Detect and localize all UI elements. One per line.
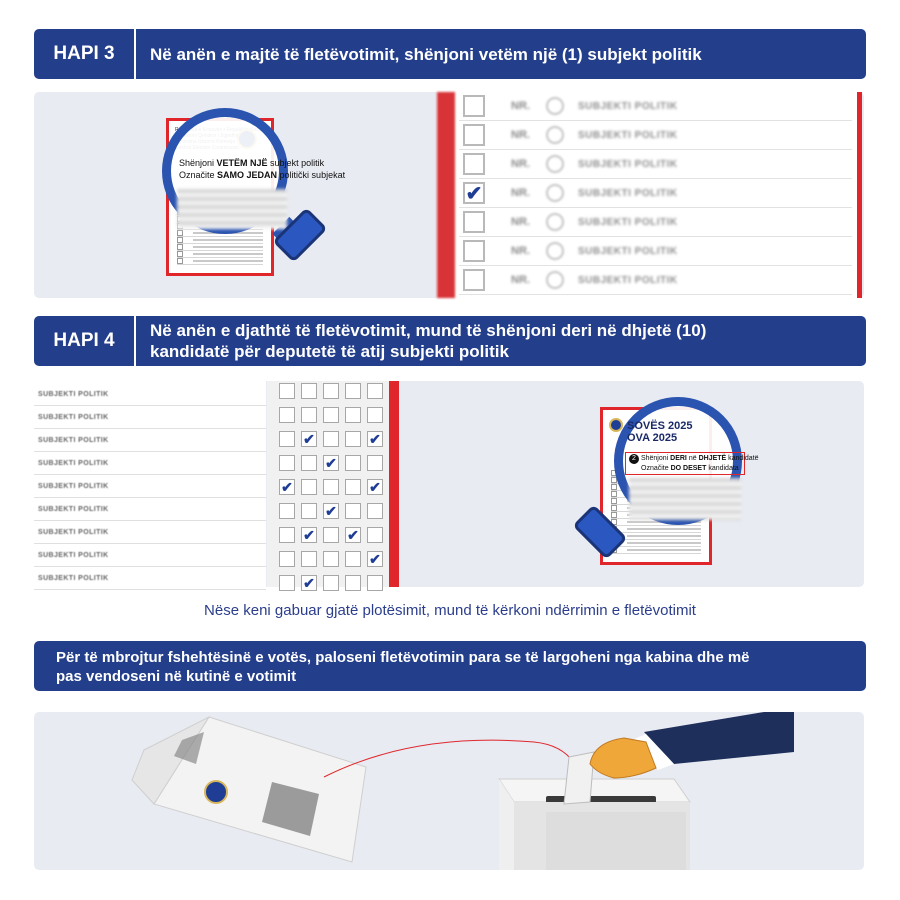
candidate-checkbox[interactable] xyxy=(279,455,295,471)
candidate-checkbox[interactable] xyxy=(323,575,339,591)
candidate-checkbox[interactable] xyxy=(367,575,383,591)
party-number: NR. xyxy=(511,245,530,257)
step4-label: HAPI 4 xyxy=(34,316,136,366)
party-list-row xyxy=(34,475,266,498)
party-number: NR. xyxy=(511,158,530,170)
party-name: SUBJEKTI POLITIK xyxy=(577,129,678,141)
candidate-checkbox[interactable] xyxy=(345,407,361,423)
candidate-checkbox[interactable] xyxy=(279,551,295,567)
candidate-checkbox[interactable] xyxy=(367,527,383,543)
candidate-checkbox[interactable]: ✔ xyxy=(367,551,383,567)
candidate-checkbox[interactable] xyxy=(301,407,317,423)
ballot-party-list xyxy=(34,381,266,587)
candidate-checkbox[interactable] xyxy=(345,551,361,567)
candidate-checkbox[interactable] xyxy=(367,503,383,519)
ballot-party-row xyxy=(459,121,852,150)
fold-instruction-banner: Për të mbrojtur fshehtësinë e votës, paloseni fletëvotimin para se të largoheni nga kabina dhe më pas vendoseni në kutinë e votimit xyxy=(34,641,866,691)
candidate-checkbox[interactable]: ✔ xyxy=(301,431,317,447)
magnifier-title-1: SOVËS 2025 xyxy=(627,420,693,432)
candidate-checkbox[interactable] xyxy=(279,407,295,423)
candidate-checkbox[interactable] xyxy=(367,455,383,471)
party-list-label: SUBJEKTI POLITIK xyxy=(38,574,109,582)
candidate-checkbox[interactable] xyxy=(323,407,339,423)
candidate-checkbox[interactable] xyxy=(323,383,339,399)
hand-icon xyxy=(590,738,656,778)
candidate-checkbox[interactable] xyxy=(301,383,317,399)
party-checkbox[interactable] xyxy=(463,240,485,262)
magnifier-title-2: OVA 2025 xyxy=(627,432,678,444)
party-logo-icon xyxy=(546,126,564,144)
party-name: SUBJEKTI POLITIK xyxy=(577,216,678,228)
candidate-checkbox[interactable] xyxy=(279,503,295,519)
step3-label: HAPI 3 xyxy=(34,29,136,79)
party-list-row xyxy=(34,544,266,567)
candidate-checkbox[interactable] xyxy=(279,383,295,399)
party-list-row xyxy=(34,498,266,521)
candidate-checkbox[interactable] xyxy=(279,431,295,447)
step-number-badge: 2 xyxy=(629,454,639,464)
folded-ballot-illustration xyxy=(34,712,864,870)
candidate-checkbox[interactable]: ✔ xyxy=(323,455,339,471)
ballot-party-row xyxy=(459,150,852,179)
ballot-party-row xyxy=(459,266,852,295)
ballot-party-row xyxy=(459,208,852,237)
magnifier-line-1: 2 Shënjoni DERI në DHJETË kandidatë xyxy=(629,454,741,464)
candidate-checkbox[interactable] xyxy=(367,383,383,399)
party-checkbox[interactable] xyxy=(463,269,485,291)
candidate-checkbox[interactable] xyxy=(323,431,339,447)
fold-illustration-panel xyxy=(34,712,864,870)
candidate-checkbox[interactable] xyxy=(301,503,317,519)
ballot-section-parties xyxy=(437,92,862,298)
step4-header xyxy=(34,316,866,366)
party-name: SUBJEKTI POLITIK xyxy=(577,100,678,112)
party-list-label: SUBJEKTI POLITIK xyxy=(38,436,109,444)
party-name: SUBJEKTI POLITIK xyxy=(577,274,678,286)
candidate-checkbox[interactable]: ✔ xyxy=(323,503,339,519)
candidate-checkbox[interactable]: ✔ xyxy=(345,527,361,543)
candidate-checkbox[interactable] xyxy=(345,503,361,519)
party-checkbox[interactable] xyxy=(463,153,485,175)
candidate-checkbox[interactable] xyxy=(301,455,317,471)
candidate-checkbox[interactable]: ✔ xyxy=(301,527,317,543)
candidate-checkbox[interactable]: ✔ xyxy=(279,479,295,495)
party-checkbox[interactable] xyxy=(463,124,485,146)
party-list-label: SUBJEKTI POLITIK xyxy=(38,390,109,398)
ballot-party-row xyxy=(459,179,852,208)
candidate-checkbox[interactable] xyxy=(345,455,361,471)
candidate-checkbox[interactable] xyxy=(367,407,383,423)
candidate-checkbox[interactable]: ✔ xyxy=(367,479,383,495)
candidate-checkbox[interactable] xyxy=(279,575,295,591)
party-list-row xyxy=(34,406,266,429)
party-logo-icon xyxy=(546,155,564,173)
party-list-label: SUBJEKTI POLITIK xyxy=(38,459,109,467)
candidate-checkbox[interactable] xyxy=(279,527,295,543)
magnifier-line-2: Označite SAMO JEDAN politički subjekat xyxy=(179,170,346,180)
party-name: SUBJEKTI POLITIK xyxy=(577,245,678,257)
party-checkbox[interactable] xyxy=(463,211,485,233)
step4-panel xyxy=(34,381,864,591)
party-list-label: SUBJEKTI POLITIK xyxy=(38,528,109,536)
party-logo-icon xyxy=(546,271,564,289)
party-logo-icon xyxy=(546,184,564,202)
candidate-checkbox[interactable] xyxy=(301,551,317,567)
magnifier-icon xyxy=(162,108,346,234)
party-list-label: SUBJEKTI POLITIK xyxy=(38,413,109,421)
candidate-checkbox[interactable] xyxy=(323,527,339,543)
candidate-checkbox[interactable] xyxy=(345,431,361,447)
party-name: SUBJEKTI POLITIK xyxy=(577,187,678,199)
party-list-row xyxy=(34,567,266,590)
party-number: NR. xyxy=(511,129,530,141)
ballot-candidate-grid xyxy=(267,381,399,591)
party-list-label: SUBJEKTI POLITIK xyxy=(38,482,109,490)
party-checkbox[interactable] xyxy=(463,95,485,117)
candidate-checkbox[interactable] xyxy=(345,383,361,399)
ballot-slot xyxy=(546,796,656,803)
step4-text: Në anën e djathtë të fletëvotimit, mund të shënjoni deri në dhjetë (10) kandidatë për deputetë të atij subjekti politik xyxy=(150,321,707,361)
candidate-checkbox[interactable] xyxy=(345,479,361,495)
party-logo-icon xyxy=(546,242,564,260)
magnifier-line-2: Označite DO DESET kandidata xyxy=(641,465,739,472)
party-list-row xyxy=(34,521,266,544)
party-name: SUBJEKTI POLITIK xyxy=(577,158,678,170)
party-list-row xyxy=(34,383,266,406)
ballot-party-row xyxy=(459,237,852,266)
correction-notice: Nëse keni gabuar gjatë plotësimit, mund të kërkoni ndërrimin e fletëvotimit xyxy=(204,602,696,619)
party-number: NR. xyxy=(511,187,530,199)
party-number: NR. xyxy=(511,100,530,112)
party-logo-icon xyxy=(546,97,564,115)
ballot-party-row xyxy=(459,92,852,121)
candidate-checkbox[interactable] xyxy=(323,551,339,567)
step3-header xyxy=(34,29,866,79)
party-number: NR. xyxy=(511,274,530,286)
candidate-checkbox[interactable]: ✔ xyxy=(301,575,317,591)
candidate-checkbox[interactable] xyxy=(323,479,339,495)
step3-text: Në anën e majtë të fletëvotimit, shënjoni vetëm një (1) subjekt politik xyxy=(150,44,702,64)
party-list-row xyxy=(34,452,266,475)
party-list-row xyxy=(34,429,266,452)
candidate-checkbox[interactable]: ✔ xyxy=(367,431,383,447)
magnifier-line-1: Shënjoni VETËM NJË subjekt politik xyxy=(179,158,325,168)
party-list-label: SUBJEKTI POLITIK xyxy=(38,551,109,559)
party-checkbox[interactable]: ✔ xyxy=(463,182,485,204)
party-number: NR. xyxy=(511,216,530,228)
candidate-checkbox[interactable] xyxy=(301,479,317,495)
magnifier-icon xyxy=(614,397,759,525)
party-list-label: SUBJEKTI POLITIK xyxy=(38,505,109,513)
candidate-checkbox[interactable] xyxy=(345,575,361,591)
party-logo-icon xyxy=(546,213,564,231)
step3-panel xyxy=(34,92,864,298)
